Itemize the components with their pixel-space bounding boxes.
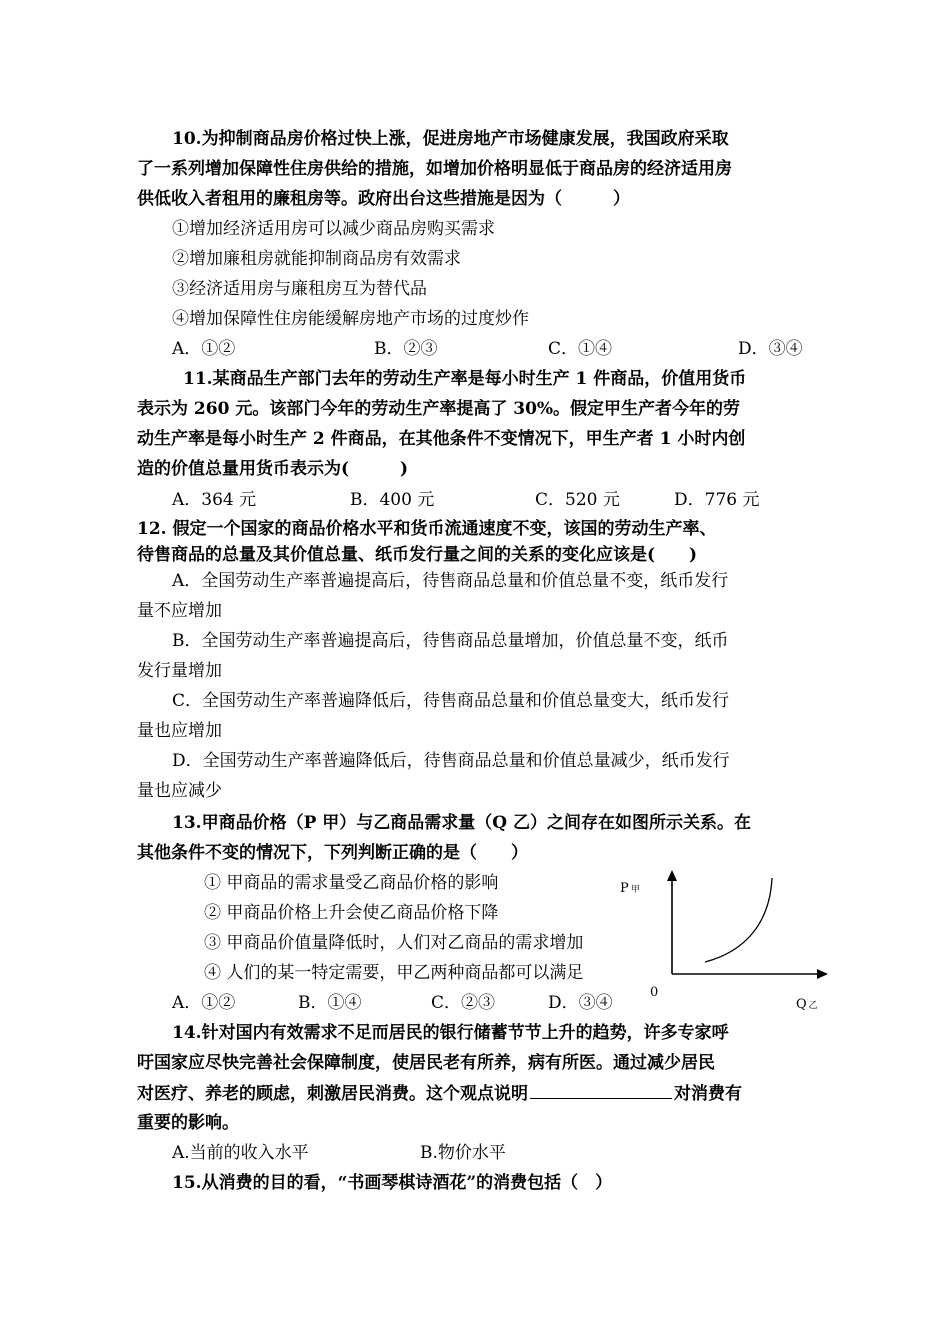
q14-option-b: B.物价水平	[420, 1143, 506, 1163]
q10-option-a: A．①②	[172, 339, 236, 359]
origin-label: 0	[650, 985, 659, 1000]
q14-line-4: 重要的影响。	[137, 1113, 239, 1133]
q12-choice-d-2: 量也应减少	[137, 781, 222, 801]
q12-choice-a-2: 量不应增加	[137, 601, 222, 621]
q10-option-b: B．②③	[374, 339, 438, 359]
q11-line-1: 11.某商品生产部门去年的劳动生产率是每小时生产 1 件商品，价值用货币	[183, 369, 747, 389]
q12-choice-c-2: 量也应增加	[137, 721, 222, 741]
q11-line-3: 动生产率是每小时生产 2 件商品，在其他条件不变情况下，甲生产者 1 小时内创	[137, 429, 746, 449]
q13-option-a: A．①②	[172, 993, 236, 1013]
q13-option-b: B．①④	[298, 993, 362, 1013]
q12-line-2: 待售商品的总量及其价值总量、纸币发行量之间的关系的变化应该是( )	[137, 545, 698, 565]
q10-item-2: ②增加廉租房就能抑制商品房有效需求	[172, 249, 461, 269]
q11-line-2: 表示为 260 元。该部门今年的劳动生产率提高了 30%。假定甲生产者今年的劳	[137, 399, 741, 419]
q12-choice-d-1: D．全国劳动生产率普遍降低后，待售商品总量和价值总量减少，纸币发行	[172, 751, 730, 771]
q13-option-c: C．②③	[431, 993, 496, 1013]
q13-graph	[612, 866, 834, 1016]
q10-item-1: ①增加经济适用房可以减少商品房购买需求	[172, 219, 495, 239]
q10-line-1: 10.为抑制商品房价格过快上涨，促进房地产市场健康发展，我国政府采取	[172, 129, 729, 149]
q10-option-c: C．①④	[548, 339, 613, 359]
q13-option-d: D．③④	[548, 993, 613, 1013]
q11-line-4: 造的价值总量用货币表示为( )	[137, 459, 409, 479]
q10-line-2: 了一系列增加保障性住房供给的措施，如增加价格明显低于商品房的经济适用房	[137, 159, 732, 179]
demand-curve	[705, 878, 772, 962]
q10-item-3: ③经济适用房与廉租房互为替代品	[172, 279, 427, 299]
y-axis-label: P 甲	[620, 881, 640, 896]
q14-line-1: 14.针对国内有效需求不足而居民的银行储蓄节节上升的趋势，许多专家呼	[172, 1023, 729, 1043]
q11-option-c: C．520 元	[535, 490, 620, 510]
y-axis-arrow-icon	[667, 870, 677, 881]
q11-option-d: D．776 元	[674, 490, 760, 510]
q12-choice-a-1: A．全国劳动生产率普遍提高后，待售商品总量和价值总量不变，纸币发行	[172, 571, 729, 591]
q14-line-3-head: 对医疗、养老的顾虑，刺激居民消费。这个观点说明	[137, 1084, 528, 1104]
q13-item-3: ③ 甲商品价值量降低时，人们对乙商品的需求增加	[204, 933, 584, 953]
q13-line-1: 13.甲商品价格（P 甲）与乙商品需求量（Q 乙）之间存在如图所示关系。在	[172, 813, 752, 833]
q13-item-2: ② 甲商品价格上升会使乙商品价格下降	[204, 903, 499, 923]
q14-line-3	[137, 1082, 742, 1105]
q14-option-a: A.当前的收入水平	[172, 1143, 309, 1163]
q10-item-4: ④增加保障性住房能缓解房地产市场的过度炒作	[172, 309, 529, 329]
x-axis-arrow-icon	[817, 969, 828, 979]
q14-line-2: 吁国家应尽快完善社会保障制度，使居民老有所养，病有所医。通过减少居民	[137, 1053, 715, 1073]
q12-choice-b-2: 发行量增加	[137, 661, 222, 681]
q10-option-d: D．③④	[738, 339, 803, 359]
q12-choice-b-1: B．全国劳动生产率普遍提高后，待售商品总量增加，价值总量不变，纸币	[172, 631, 729, 651]
q12-line-1: 12. 假定一个国家的商品价格水平和货币流通速度不变，该国的劳动生产率、	[137, 519, 717, 539]
q11-option-a: A．364 元	[172, 490, 257, 510]
q12-choice-c-1: C．全国劳动生产率普遍降低后，待售商品总量和价值总量变大，纸币发行	[172, 691, 730, 711]
x-axis-label: Q 乙	[796, 997, 818, 1012]
q13-item-1: ① 甲商品的需求量受乙商品价格的影响	[204, 873, 499, 893]
q14-line-3-tail: 对消费有	[674, 1084, 742, 1104]
q14-answer-blank[interactable]	[530, 1082, 672, 1099]
q13-line-2: 其他条件不变的情况下，下列判断正确的是（ ）	[137, 843, 528, 863]
q11-option-b: B．400 元	[350, 490, 435, 510]
q10-line-3: 供低收入者租用的廉租房等。政府出台这些措施是因为（ ）	[137, 189, 630, 209]
q15-line-1: 15.从消费的目的看，“书画琴棋诗酒花”的消费包括（ ）	[172, 1173, 613, 1193]
q13-item-4: ④ 人们的某一特定需要，甲乙两种商品都可以满足	[204, 963, 584, 983]
